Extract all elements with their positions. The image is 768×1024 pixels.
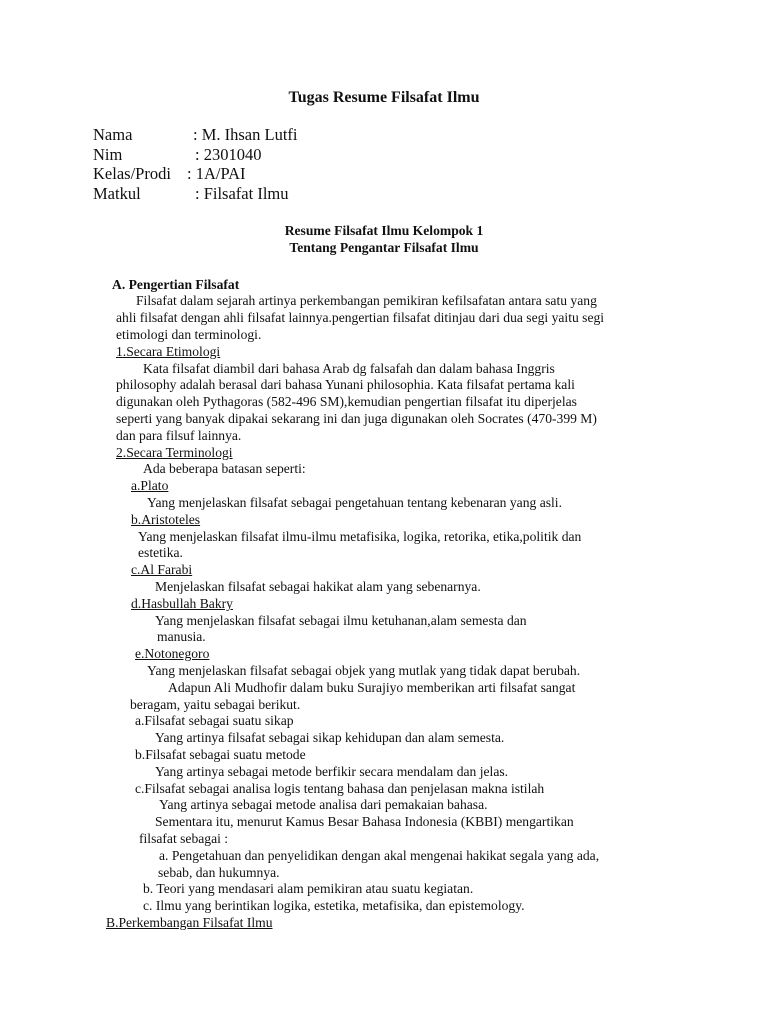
body-line: Filsafat dalam sejarah artinya perkembangan pemikiran kefilsafatan antara satu yang (136, 293, 597, 308)
page-title: Tugas Resume Filsafat Ilmu (288, 89, 480, 106)
body-line: digunakan oleh Pythagoras (582-496 SM),kemudian pengertian filsafat itu diperjelas (116, 394, 577, 409)
identity-label-nim: Nim (93, 145, 123, 164)
body-line: Yang artinya sebagai metode analisa dari pemakaian bahasa. (159, 797, 488, 812)
item-heading-al-farabi: c.Al Farabi (131, 562, 193, 577)
body-line: beragam, yaitu sebagai berikut. (130, 697, 301, 712)
item-heading-hasbullah-bakry: d.Hasbullah Bakry (131, 596, 233, 611)
body-line: estetika. (138, 545, 183, 560)
body-line: b. Teori yang mendasari alam pemikiran atau suatu kegiatan. (143, 881, 474, 896)
subheading-etimologi: 1.Secara Etimologi (116, 344, 221, 359)
body-line: philosophy adalah berasal dari bahasa Yunani philosophia. Kata filsafat pertama kali (116, 377, 575, 392)
item-heading-notonegoro: e.Notonegoro (135, 646, 210, 661)
section-heading-a: A. Pengertian Filsafat (112, 277, 240, 292)
identity-value-kelas: : 1A/PAI (187, 164, 246, 183)
body-line: b.Filsafat sebagai suatu metode (135, 747, 306, 762)
subtitle-topic: Tentang Pengantar Filsafat Ilmu (289, 240, 479, 255)
item-heading-plato: a.Plato (131, 478, 169, 493)
body-line: Yang artinya filsafat sebagai sikap kehidupan dan alam semesta. (155, 730, 505, 745)
body-line: seperti yang banyak dipakai sekarang ini dan juga digunakan oleh Socrates (470-399 M) (116, 411, 597, 426)
body-line: filsafat sebagai : (139, 831, 229, 846)
subheading-terminologi: 2.Secara Terminologi (116, 445, 233, 460)
body-line: Ada beberapa batasan seperti: (143, 461, 306, 476)
item-heading-aristoteles: b.Aristoteles (131, 512, 201, 527)
body-line: a. Pengetahuan dan penyelidikan dengan akal mengenai hakikat segala yang ada, (159, 848, 600, 863)
body-line: etimologi dan terminologi. (116, 327, 262, 342)
identity-value-nama: : M. Ihsan Lutfi (193, 125, 298, 144)
identity-value-matkul: : Filsafat Ilmu (195, 184, 289, 203)
body-line: c.Filsafat sebagai analisa logis tentang bahasa dan penjelasan makna istilah (135, 781, 545, 796)
body-line: a.Filsafat sebagai suatu sikap (135, 713, 294, 728)
body-line: dan para filsuf lainnya. (116, 428, 242, 443)
body-line: sebab, dan hukumnya. (158, 865, 280, 880)
body-line: Yang menjelaskan filsafat sebagai objek yang mutlak yang tidak dapat berubah. (147, 663, 581, 678)
body-line: manusia. (157, 629, 206, 644)
identity-label-nama: Nama (93, 125, 133, 144)
section-heading-b: B.Perkembangan Filsafat Ilmu (106, 915, 273, 930)
body-line: Yang menjelaskan filsafat sebagai pengetahuan tentang kebenaran yang asli. (147, 495, 562, 510)
identity-label-matkul: Matkul (93, 184, 141, 203)
identity-label-kelas: Kelas/Prodi (93, 164, 171, 183)
body-line: c. Ilmu yang berintikan logika, estetika, metafisika, dan epistemology. (143, 898, 525, 913)
body-line: Yang menjelaskan filsafat ilmu-ilmu metafisika, logika, retorika, etika,politik dan (138, 529, 582, 544)
body-line: Menjelaskan filsafat sebagai hakikat alam yang sebenarnya. (155, 579, 481, 594)
body-line: Yang menjelaskan filsafat sebagai ilmu ketuhanan,alam semesta dan (155, 613, 527, 628)
body-line: Sementara itu, menurut Kamus Besar Bahasa Indonesia (KBBI) mengartikan (155, 814, 574, 829)
identity-value-nim: : 2301040 (195, 145, 262, 164)
subtitle-group: Resume Filsafat Ilmu Kelompok 1 (284, 223, 484, 238)
body-line: Adapun Ali Mudhofir dalam buku Surajiyo memberikan arti filsafat sangat (168, 680, 576, 695)
body-line: ahli filsafat dengan ahli filsafat lainnya.pengertian filsafat ditinjau dari dua segi yaitu segi (116, 310, 605, 325)
body-line: Yang artinya sebagai metode berfikir secara mendalam dan jelas. (155, 764, 509, 779)
body-line: Kata filsafat diambil dari bahasa Arab dg falsafah dan dalam bahasa Inggris (143, 361, 555, 376)
